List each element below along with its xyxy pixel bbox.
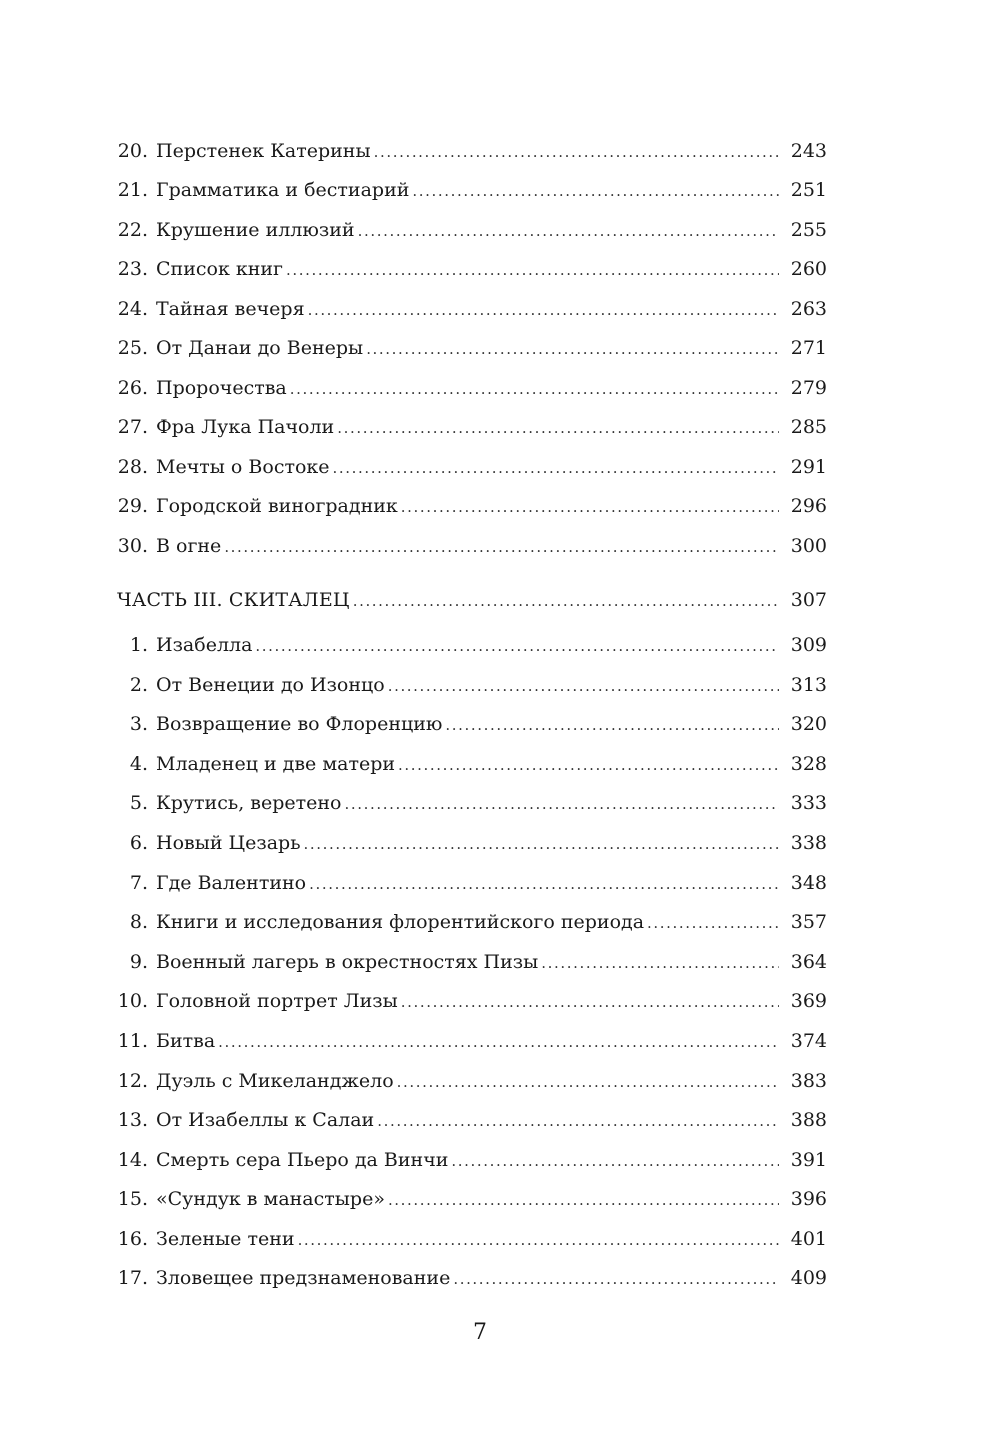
- dot-leader: [290, 373, 779, 404]
- chapter-number: 1.: [129, 634, 148, 656]
- page-ref: 255: [790, 219, 827, 241]
- dot-leader: [286, 254, 779, 285]
- dot-leader: [304, 828, 779, 859]
- page-ref: 300: [790, 535, 827, 557]
- dot-leader: [358, 215, 779, 246]
- chapter-title: Перстенек Катерины: [156, 140, 371, 162]
- toc-entry: [117, 452, 827, 482]
- dot-leader: [388, 670, 779, 701]
- dot-leader: [308, 294, 779, 325]
- chapter-title: От Данаи до Венеры: [156, 337, 364, 359]
- page-ref: 388: [790, 1109, 827, 1131]
- dot-leader: [374, 136, 779, 167]
- toc-entry: [117, 788, 827, 818]
- chapter-title: Военный лагерь в окрестностях Пизы: [156, 951, 539, 973]
- chapter-number: 21.: [117, 179, 148, 201]
- dot-leader: [398, 749, 779, 780]
- chapter-title: В огне: [156, 535, 222, 557]
- page-ref: 251: [790, 179, 827, 201]
- dot-leader: [337, 412, 779, 443]
- chapter-number: 12.: [117, 1070, 148, 1092]
- chapter-title: Крушение иллюзий: [156, 219, 355, 241]
- chapter-number: 30.: [117, 535, 148, 557]
- toc-entry: [117, 175, 827, 205]
- dot-leader: [224, 531, 778, 562]
- dot-leader: [298, 1224, 779, 1255]
- dot-leader: [453, 1263, 778, 1294]
- dot-leader: [412, 175, 778, 206]
- chapter-title: Список книг: [156, 258, 284, 280]
- chapter-number: 25.: [117, 337, 148, 359]
- dot-leader: [377, 1105, 779, 1136]
- chapter-number: 22.: [117, 219, 148, 241]
- page-ref: 401: [790, 1228, 827, 1250]
- page-number: 7: [473, 1320, 487, 1345]
- dot-leader: [353, 585, 779, 616]
- toc-entry: [117, 630, 827, 660]
- toc-entry: [117, 294, 827, 324]
- chapter-number: 23.: [117, 258, 148, 280]
- chapter-title: Младенец и две матери: [156, 753, 396, 775]
- toc-entry: [117, 373, 827, 403]
- dot-leader: [333, 452, 779, 483]
- dot-leader: [255, 630, 778, 661]
- page-ref: 260: [790, 258, 827, 280]
- chapter-number: 9.: [129, 951, 148, 973]
- page-ref: 391: [790, 1149, 827, 1171]
- chapter-number: 24.: [117, 298, 148, 320]
- toc-entry: [117, 1184, 827, 1214]
- chapter-title: Дуэль с Микеланджело: [156, 1070, 394, 1092]
- chapter-number: 13.: [117, 1109, 148, 1131]
- toc-part-heading: [117, 585, 827, 615]
- toc-entry: [117, 1145, 827, 1175]
- chapter-number: 6.: [129, 832, 148, 854]
- page-ref: 364: [790, 951, 827, 973]
- dot-leader: [541, 947, 778, 978]
- dot-leader: [345, 788, 779, 819]
- dot-leader: [647, 907, 779, 938]
- toc-entry: [117, 1263, 827, 1293]
- chapter-title: Пророчества: [156, 377, 287, 399]
- chapter-number: 29.: [117, 495, 148, 517]
- chapter-title: «Сундук в манастыре»: [156, 1188, 385, 1210]
- toc-entry: [117, 868, 827, 898]
- toc-entry: [117, 333, 827, 363]
- page-ref: 243: [790, 140, 827, 162]
- chapter-number: 20.: [117, 140, 148, 162]
- chapter-number: 26.: [117, 377, 148, 399]
- page-ref: 338: [790, 832, 827, 854]
- page-ref: 271: [790, 337, 827, 359]
- page-ref: 279: [790, 377, 827, 399]
- chapter-number: 15.: [117, 1188, 148, 1210]
- page-ref: 285: [790, 416, 827, 438]
- page-ref: 309: [790, 634, 827, 656]
- chapter-title: Книги и исследования флорентийского периода: [156, 911, 645, 933]
- dot-leader: [218, 1026, 779, 1057]
- chapter-title: Зловещее предзнаменование: [156, 1267, 451, 1289]
- chapter-number: 16.: [117, 1228, 148, 1250]
- chapter-title: Фра Лука Пачоли: [156, 416, 335, 438]
- toc-entry: [117, 254, 827, 284]
- dot-leader: [397, 1066, 779, 1097]
- chapter-title: От Венеции до Изонцо: [156, 674, 385, 696]
- chapter-number: 27.: [117, 416, 148, 438]
- chapter-number: 10.: [117, 990, 148, 1012]
- toc-entry: [117, 1105, 827, 1135]
- page-ref: 328: [790, 753, 827, 775]
- chapter-title: Битва: [156, 1030, 216, 1052]
- toc-entry: [117, 1224, 827, 1254]
- page-ref: 357: [790, 911, 827, 933]
- toc-entry: [117, 1026, 827, 1056]
- part-title: ЧАСТЬ III. СКИТАЛЕЦ: [117, 589, 350, 611]
- chapter-number: 4.: [129, 753, 148, 775]
- toc-entry: [117, 749, 827, 779]
- page-ref: 383: [790, 1070, 827, 1092]
- chapter-title: Мечты о Востоке: [156, 456, 330, 478]
- toc-entry: [117, 531, 827, 561]
- dot-leader: [366, 333, 779, 364]
- chapter-title: Зеленые тени: [156, 1228, 295, 1250]
- page-ref: 307: [790, 589, 827, 611]
- toc-entry: [117, 412, 827, 442]
- chapter-number: 8.: [129, 911, 148, 933]
- chapter-title: Крутись, веретено: [156, 792, 342, 814]
- chapter-number: 11.: [117, 1030, 148, 1052]
- chapter-title: Грамматика и бестиарий: [156, 179, 410, 201]
- chapter-title: Возвращение во Флоренцию: [156, 713, 443, 735]
- dot-leader: [388, 1184, 779, 1215]
- toc-entry: [117, 670, 827, 700]
- page-ref: 296: [790, 495, 827, 517]
- toc-entry: [117, 907, 827, 937]
- page-ref: 409: [790, 1267, 827, 1289]
- page-ref: 291: [790, 456, 827, 478]
- page-ref: 396: [790, 1188, 827, 1210]
- chapter-title: Головной портрет Лизы: [156, 990, 398, 1012]
- toc-entry: [117, 986, 827, 1016]
- page-ref: 374: [790, 1030, 827, 1052]
- toc-entry: [117, 215, 827, 245]
- chapter-number: 2.: [129, 674, 148, 696]
- chapter-title: От Изабеллы к Салаи: [156, 1109, 375, 1131]
- toc-entry: [117, 828, 827, 858]
- toc-entry: [117, 1066, 827, 1096]
- dot-leader: [445, 709, 778, 740]
- chapter-number: 17.: [117, 1267, 148, 1289]
- chapter-number: 3.: [129, 713, 148, 735]
- dot-leader: [451, 1145, 778, 1176]
- page-ref: 348: [790, 872, 827, 894]
- chapter-title: Городской виноградник: [156, 495, 398, 517]
- dot-leader: [401, 986, 779, 1017]
- chapter-number: 14.: [117, 1149, 148, 1171]
- page-ref: 333: [790, 792, 827, 814]
- toc-entry: [117, 491, 827, 521]
- chapter-title: Тайная вечеря: [156, 298, 305, 320]
- toc-entry: [117, 136, 827, 166]
- chapter-title: Изабелла: [156, 634, 253, 656]
- chapter-title: Новый Цезарь: [156, 832, 301, 854]
- page-ref: 263: [790, 298, 827, 320]
- page-ref: 369: [790, 990, 827, 1012]
- page-ref: 320: [790, 713, 827, 735]
- dot-leader: [309, 868, 779, 899]
- chapter-number: 28.: [117, 456, 148, 478]
- chapter-title: Смерть сера Пьеро да Винчи: [156, 1149, 449, 1171]
- toc-entry: [117, 709, 827, 739]
- dot-leader: [401, 491, 779, 522]
- page-ref: 313: [790, 674, 827, 696]
- chapter-title: Где Валентино: [156, 872, 307, 894]
- chapter-number: 5.: [129, 792, 148, 814]
- chapter-number: 7.: [129, 872, 148, 894]
- toc-entry: [117, 947, 827, 977]
